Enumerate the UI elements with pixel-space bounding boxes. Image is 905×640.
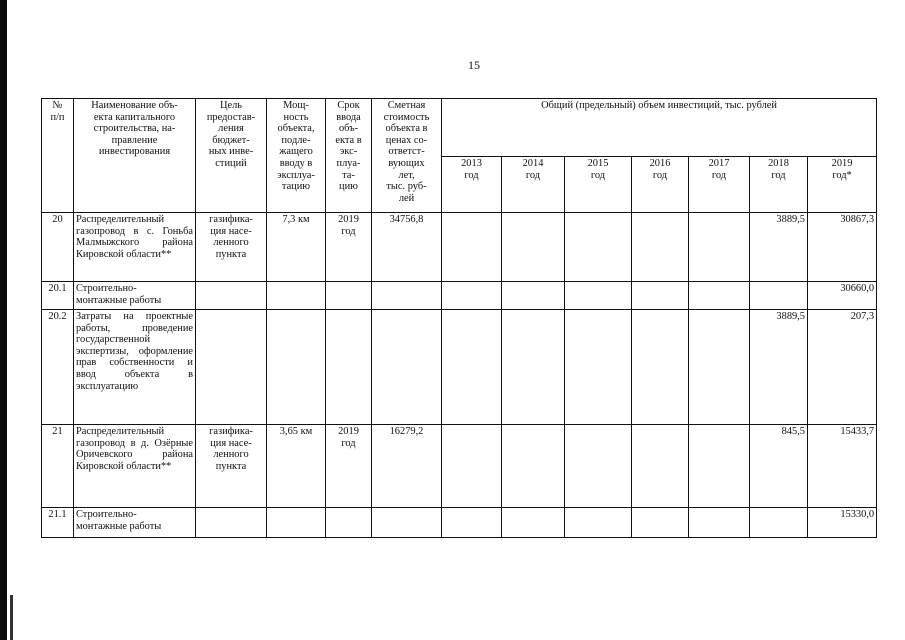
table-row	[42, 310, 877, 425]
header-year-2016: 2016 год	[632, 157, 689, 213]
row-year-2013	[442, 213, 502, 282]
row-cost: 34756,8	[372, 213, 442, 282]
row-purpose: газифика- ция насе- ленного пункта	[196, 425, 267, 508]
row-year-2016	[632, 310, 689, 425]
row-year-2016	[632, 282, 689, 310]
row-year-2014	[502, 425, 565, 508]
binding-edge	[0, 0, 7, 640]
row-year-2015	[565, 425, 632, 508]
header-year-2014: 2014 год	[502, 157, 565, 213]
row-num: 21.1	[42, 508, 74, 538]
row-year-2016	[632, 213, 689, 282]
row-purpose	[196, 310, 267, 425]
row-cost	[372, 310, 442, 425]
header-term: Срок ввода объ- екта в экс- плуа- та- цию	[326, 99, 372, 213]
row-capacity	[267, 310, 326, 425]
row-cost	[372, 282, 442, 310]
table-row	[42, 213, 877, 282]
row-cost: 16279,2	[372, 425, 442, 508]
row-year-2018	[750, 508, 808, 538]
row-capacity: 3,65 км	[267, 425, 326, 508]
row-year-2013	[442, 508, 502, 538]
row-purpose	[196, 508, 267, 538]
row-purpose	[196, 282, 267, 310]
table-row	[42, 508, 877, 538]
row-year-2017	[689, 508, 750, 538]
row-year-2017	[689, 310, 750, 425]
row-year-2019: 30867,3	[808, 213, 877, 282]
row-num: 20.1	[42, 282, 74, 310]
row-year-2014	[502, 282, 565, 310]
row-term: 2019 год	[326, 425, 372, 508]
row-year-2013	[442, 282, 502, 310]
header-capacity: Мощ- ность объекта, подле- жащего вводу в эксплуа- тацию	[267, 99, 326, 213]
row-cost	[372, 508, 442, 538]
row-year-2019: 30660,0	[808, 282, 877, 310]
row-year-2018: 3889,5	[750, 310, 808, 425]
header-row	[42, 99, 877, 157]
row-year-2015	[565, 310, 632, 425]
row-year-2017	[689, 282, 750, 310]
row-year-2016	[632, 425, 689, 508]
table-row	[42, 425, 877, 508]
row-year-2013	[442, 425, 502, 508]
row-purpose: газифика- ция насе- ленного пункта	[196, 213, 267, 282]
row-name: Распределительный газопровод в с. Гоньба Малмыжского района Кировской области**	[74, 213, 196, 282]
row-capacity	[267, 282, 326, 310]
table-row	[42, 282, 877, 310]
row-year-2019: 15330,0	[808, 508, 877, 538]
row-year-2013	[442, 310, 502, 425]
investment-table	[41, 98, 877, 538]
row-term	[326, 310, 372, 425]
header-num: № п/п	[42, 99, 74, 213]
row-name: Строительно- монтажные работы	[74, 282, 196, 310]
row-year-2018: 845,5	[750, 425, 808, 508]
binding-edge-mark	[10, 595, 13, 640]
row-num: 20.2	[42, 310, 74, 425]
row-num: 20	[42, 213, 74, 282]
row-name: Затраты на проектные работы, проведение государственной экспертизы, оформление прав собственности и ввод объекта в эксплуатацию	[74, 310, 196, 425]
row-year-2015	[565, 213, 632, 282]
row-capacity	[267, 508, 326, 538]
row-year-2014	[502, 310, 565, 425]
header-year-2017: 2017 год	[689, 157, 750, 213]
row-year-2018	[750, 282, 808, 310]
row-year-2018: 3889,5	[750, 213, 808, 282]
row-year-2017	[689, 425, 750, 508]
page-number: 15	[468, 58, 480, 72]
row-name: Строительно- монтажные работы	[74, 508, 196, 538]
header-investment: Общий (предельный) объем инвестиций, тыс. рублей	[442, 99, 877, 157]
row-name: Распределительный газопровод в д. Озёрные Оричевского района Кировской области**	[74, 425, 196, 508]
row-capacity: 7,3 км	[267, 213, 326, 282]
row-year-2016	[632, 508, 689, 538]
header-cost: Сметная стоимость объекта в ценах со- ответст- вующих лет, тыс. руб- лей	[372, 99, 442, 213]
row-num: 21	[42, 425, 74, 508]
row-term	[326, 282, 372, 310]
row-year-2014	[502, 508, 565, 538]
header-year-2013: 2013 год	[442, 157, 502, 213]
header-year-2018: 2018 год	[750, 157, 808, 213]
row-year-2019: 207,3	[808, 310, 877, 425]
header-name: Наименование объ- екта капитального строительства, на- правление инвестирования	[74, 99, 196, 213]
row-year-2017	[689, 213, 750, 282]
header-purpose: Цель предостав- ления бюджет- ных инве- стиций	[196, 99, 267, 213]
row-year-2015	[565, 508, 632, 538]
row-term: 2019 год	[326, 213, 372, 282]
row-year-2015	[565, 282, 632, 310]
row-year-2019: 15433,7	[808, 425, 877, 508]
row-term	[326, 508, 372, 538]
header-year-2019: 2019 год*	[808, 157, 877, 213]
header-year-2015: 2015 год	[565, 157, 632, 213]
row-year-2014	[502, 213, 565, 282]
